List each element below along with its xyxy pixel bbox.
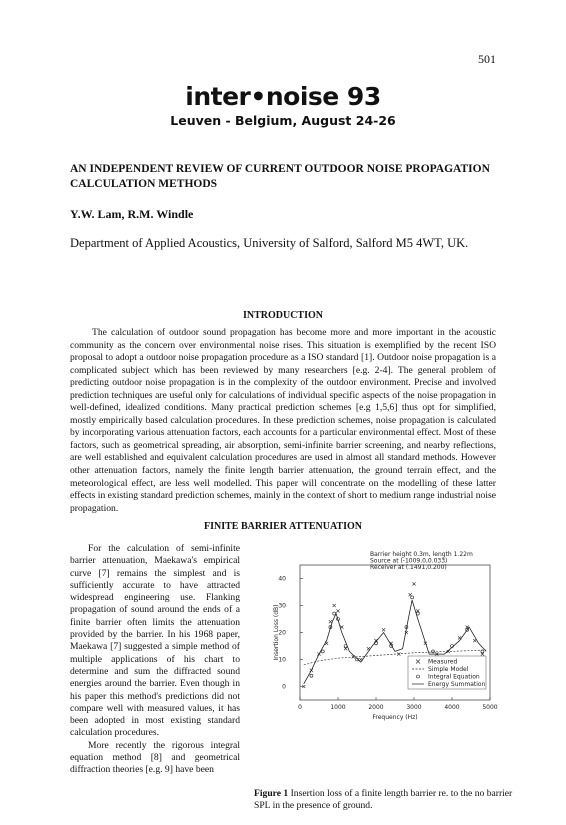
legend-label: Energy Summation: [428, 681, 486, 688]
integral-equation-point: [321, 650, 324, 653]
paper-authors: Y.W. Lam, R.M. Windle: [70, 207, 194, 221]
figure-caption-label: Figure 1: [254, 788, 289, 799]
measured-point: [333, 604, 336, 607]
x-tick-label: 3000: [406, 704, 422, 711]
y-axis-label: Insertion Loss (dB): [273, 604, 280, 661]
paper-affiliation: Department of Applied Acoustics, University of Salford, Salford M5 4WT, UK.: [70, 236, 469, 250]
measured-point: [329, 620, 332, 623]
legend-label: Measured: [428, 658, 458, 666]
x-axis-label: Frequency (Hz): [372, 714, 418, 721]
x-tick-label: 0: [298, 704, 302, 711]
x-tick-label: 2000: [368, 704, 384, 711]
finite-barrier-paragraph-1: For the calculation of semi-infinite barrier attenuation, Maekawa's empirical curve [7] remains the simplest and is sufficiently accurate to have attracted widespread engineering use. Flanking propagation of sound around the ends of a finite barrier often limits the attenuation provided by the barrier. In his 1968 paper, Maekawa [7] suggested a simple method of multiple applications of his chart to determine and sum the diffracted sound energies around the barrier. Even though in his paper this method's predictions did not compare well with measured values, it has been adopted in most existing standard calculation procedures.: [70, 543, 240, 739]
introduction-paragraph: The calculation of outdoor sound propagation has become more and more important in the acoustic community as the concern over environmental noise rises. This situation is exemplified by the recent ISO proposal to adopt a outdoor noise propagation procedure as a ISO standard [1]. Outdoor noise propagation is a complicated subject which has been reviewed by many researchers [e.g. 2-4]. The general problem of predicting outdoor noise propagation is in the complexity of the outdoor environment. Precise and involved prediction techniques are useful only for calculations of individual specific aspects of the noise propagation in well-defined, idealized conditions. Many practical prediction schemes [e.g 1,5,6] thus opt for simplified, mostly empirically based calculation procedures. In these prediction schemes, noise propagation is calculated by incorporating various attenuation factors, each accounts for a particular environmental effect. Most of these factors, such as geometrical spreading, air absorption, semi-infinite barrier screening, and nearby reflections, are well established and equivalent calculation procedures are used in almost all standard methods. However other attenuation factors, namely the finite length barrier attenuation, the ground terrain effect, and the meteorological effect, are less well modelled. This paper will concentrate on the modelling of these latter effects in existing standard prediction schemes, mainly in the context of short to medium range industrial noise propagation.: [70, 327, 496, 514]
finite-barrier-heading: FINITE BARRIER ATTENUATION: [204, 521, 362, 532]
y-tick-label: 30: [278, 602, 286, 610]
measured-point: [412, 582, 415, 585]
measured-point: [382, 628, 385, 631]
x-tick-label: 1000: [330, 704, 346, 711]
chart-annotation-line: Receiver at (.1491,0.200): [370, 564, 447, 571]
chart-annotation-line: Source at (-1009.0,0.033): [370, 557, 448, 565]
integral-equation-point: [432, 650, 435, 653]
x-tick-label: 5000: [482, 704, 498, 711]
finite-barrier-paragraph-2: More recently the rigorous integral equation method [8] and geometrical diffraction theories [e.g. 9] have been: [70, 739, 240, 776]
legend-label: Integral Equation: [428, 673, 480, 681]
finite-barrier-body: [70, 543, 240, 777]
figure-1-caption: [254, 788, 516, 812]
integral-equation-point: [310, 674, 313, 677]
y-tick-label: 20: [278, 629, 286, 637]
measured-point: [336, 609, 339, 612]
conference-title: inter•noise 93: [185, 82, 381, 111]
figure-caption-text: Insertion loss of a finite length barrier re. to the no barrier SPL in the presence of ground.: [254, 788, 513, 811]
x-tick-label: 4000: [444, 704, 460, 711]
legend-label: Simple Model: [428, 666, 469, 673]
y-tick-label: 0: [282, 683, 286, 691]
introduction-heading: INTRODUCTION: [242, 310, 323, 321]
integral-equation-point: [411, 596, 414, 599]
y-tick-label: 10: [278, 656, 286, 664]
y-tick-label: 40: [278, 575, 286, 583]
paper-title: AN INDEPENDENT REVIEW OF CURRENT OUTDOOR NOISE PROPAGATION CALCULATION METHODS: [70, 163, 490, 190]
conference-subtitle: Leuven - Belgium, August 24-26: [170, 113, 396, 128]
chart-annotation-line: Barrier height 0.3m, length 1.22m: [370, 551, 473, 558]
figure-1-chart: [262, 530, 512, 820]
page-number: 501: [478, 52, 496, 66]
